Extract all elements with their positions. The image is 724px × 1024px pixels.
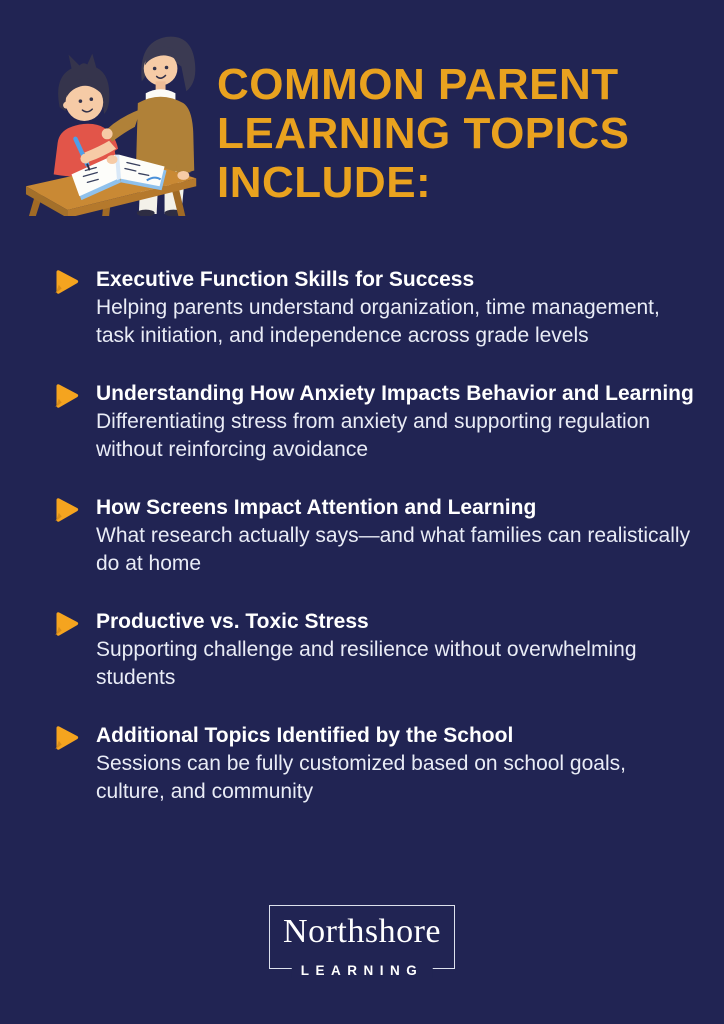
topic-description: Supporting challenge and resilience without overwhelming students: [96, 638, 637, 689]
topic-description: Differentiating stress from anxiety and supporting regulation without reinforcing avoidance: [96, 410, 651, 461]
topic-heading: Additional Topics Identified by the School: [96, 724, 514, 747]
bullet-arrow-icon: [52, 497, 79, 523]
topic-heading: Executive Function Skills for Success: [96, 268, 475, 291]
bullet-arrow-icon: [52, 725, 79, 751]
topic-heading: Understanding How Anxiety Impacts Behavior and Learning: [96, 382, 694, 405]
topic-description: Sessions can be fully customized based on school goals, culture, and community: [96, 752, 626, 803]
brand-logo: [269, 905, 455, 978]
topic-description: Helping parents understand organization, time management, task initiation, and independence across grade levels: [96, 296, 660, 347]
topic-item: [52, 266, 694, 350]
topic-item: [52, 722, 694, 806]
topic-item: [52, 380, 694, 464]
brand-name: Northshore: [283, 913, 441, 950]
topic-item: [52, 494, 694, 578]
adult-helping-child-illustration: [22, 22, 220, 216]
topic-heading: How Screens Impact Attention and Learning: [96, 496, 537, 519]
topic-heading: Productive vs. Toxic Stress: [96, 610, 369, 633]
page-title: COMMON PARENT LEARNING TOPICS INCLUDE:: [217, 60, 630, 207]
bullet-arrow-icon: [52, 611, 79, 637]
bullet-arrow-icon: [52, 383, 79, 409]
topic-item: [52, 608, 694, 692]
topics-list: [52, 266, 694, 836]
brand-subtitle: LEARNING: [292, 963, 433, 978]
topic-description: What research actually says—and what families can realistically do at home: [96, 524, 691, 575]
bullet-arrow-icon: [52, 269, 79, 295]
